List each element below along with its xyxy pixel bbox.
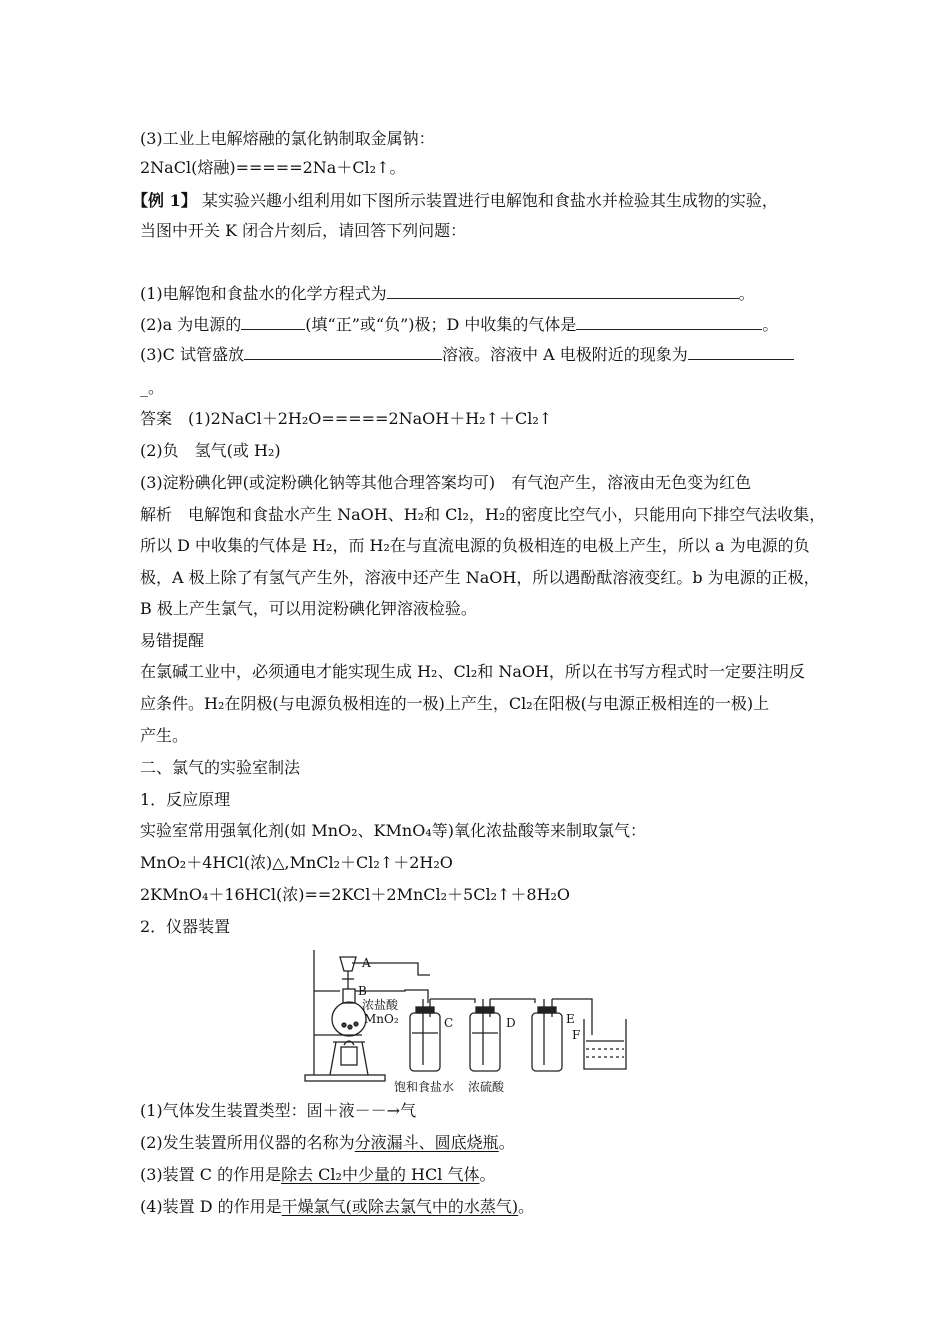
text-line [140,1132,515,1154]
gas-bottle-d [470,1013,500,1071]
question-text: (3)装置 C 的作用是 [140,1165,282,1184]
label-conc-hcl: 浓盐酸 [362,998,399,1012]
tripod-leg [362,1042,368,1075]
text-line: (1)气体发生装置类型：固＋液－－→气 [140,1101,417,1120]
label-mno2: MnO₂ [364,1012,399,1026]
question-text: 。 [518,1197,535,1216]
section-heading: 二、氯气的实验室制法 [140,758,301,777]
gas-bottle-c [410,1013,440,1071]
label-f: F [572,1028,581,1042]
question-text: 。 [498,1133,515,1152]
answer-blank[interactable] [241,315,305,330]
tip-line: 应条件。H₂在阴极(与电源负极相连的一极)上产生，Cl₂在阳极(与电源正极相连的一极)上 [140,694,770,713]
stand-base [305,1075,385,1081]
tip-line: 产生。 [140,726,189,745]
text-line [140,1196,534,1218]
label-conc-sulfuric-acid: 浓硫酸 [468,1080,505,1094]
question-text: 溶液。溶液中 A 电极附近的现象为 [442,345,688,364]
round-bottom-flask [332,1002,366,1036]
question-3 [140,344,794,366]
example-text: 某实验兴趣小组利用如下图所示装置进行电解饱和食盐水并检验其生成物的实验， [201,191,778,210]
underlined-answer: 干燥氯气(或除去氯气中的水蒸气) [281,1197,519,1216]
mno2-particle [342,1023,346,1027]
equation-line: MnO₂＋4HCl(浓)△,MnCl₂＋Cl₂↑＋2H₂O [140,853,453,872]
question-2 [140,314,778,336]
question-text: (2)发生装置所用仪器的名称为 [140,1133,355,1152]
label-saturated-brine: 饱和食盐水 [394,1080,455,1094]
label-c: C [444,1016,454,1030]
answer-line: 答案 (1)2NaCl＋2H₂O=====2NaOH＋H₂↑＋Cl₂↑ [140,409,553,428]
explanation-line: 极，A 极上除了有氢气产生外，溶液中还产生 NaOH，所以遇酚酞溶液变红。b 为电源的正极， [140,568,820,587]
question-text: (4)装置 D 的作用是 [140,1197,282,1216]
gas-bottle-e [532,1013,562,1071]
answer-blank[interactable] [576,315,762,330]
beaker-f [584,1019,626,1069]
label-e: E [566,1012,575,1026]
equation-line: 2NaCl(熔融)=====2Na＋Cl₂↑。 [140,158,406,177]
connecting-tube [430,999,475,1003]
question-text: 。 [479,1165,496,1184]
label-d: D [506,1016,516,1030]
text-line: 当图中开关 K 闭合片刻后，请回答下列问题： [140,221,467,240]
label-a: A [362,956,371,970]
text-line: _。 [140,378,165,397]
answer-line: (2)负 氢气(或 H₂) [140,441,281,460]
alcohol-lamp [341,1047,357,1065]
bottle-stopper [476,1007,494,1013]
bottle-stopper [416,1007,434,1013]
mno2-particle [354,1022,358,1026]
bottle-stopper [538,1007,556,1013]
question-text: (填“正”或“负”)极；D 中收集的气体是 [305,315,577,334]
separatory-funnel [340,957,356,971]
explanation-line: 解析 电解饱和食盐水产生 NaOH、H₂和 Cl₂，H₂的密度比空气小，只能用向下排空气法收集， [140,505,826,524]
flask-neck [343,989,355,1003]
question-text: 。 [738,284,755,303]
answer-blank[interactable] [387,284,739,299]
chlorine-apparatus-figure [300,945,640,1095]
text-line: 实验室常用强氧化剂(如 MnO₂、KMnO₄等)氧化浓盐酸等来制取氯气： [140,821,646,840]
subsection-heading: 1．反应原理 [140,790,231,809]
explanation-line: B 极上产生氯气，可以用淀粉碘化钾溶液检验。 [140,599,477,618]
example-tag: 【例 1】 [132,191,197,210]
answer-blank[interactable] [244,345,442,360]
underlined-answer: 除去 Cl₂中少量的 HCl 气体 [281,1165,480,1184]
question-text: 。 [762,315,779,334]
mno2-particle [348,1025,352,1029]
text-line [140,1164,495,1186]
delivery-tube [388,963,430,975]
explanation-line: 所以 D 中收集的气体是 H₂，而 H₂在与直流电源的负极相连的电极上产生，所以 a 为电源的负 [140,536,810,555]
equation-line: 2KMnO₄＋16HCl(浓)==2KCl＋2MnCl₂＋5Cl₂↑＋8H₂O [140,885,571,904]
connecting-tube [490,999,535,1003]
tripod-leg [330,1042,336,1075]
answer-line: (3)淀粉碘化钾(或淀粉碘化钠等其他合理答案均可) 有气泡产生，溶液由无色变为红色 [140,473,752,492]
question-1 [140,283,755,305]
subsection-heading: 2．仪器装置 [140,917,231,936]
question-text: (2)a 为电源的 [140,315,242,334]
answer-blank[interactable] [688,345,794,360]
underlined-answer: 分液漏斗、圆底烧瓶 [354,1133,499,1152]
question-text: (3)C 试管盛放 [140,345,244,364]
tip-title: 易错提醒 [140,631,205,650]
label-b: B [358,984,367,998]
question-text: (1)电解饱和食盐水的化学方程式为 [140,284,387,303]
text-line: (3)工业上电解熔融的氯化钠制取金属钠： [140,129,435,148]
tip-line: 在氯碱工业中，必须通电才能实现生成 H₂、Cl₂和 NaOH，所以在书写方程式时一定要注明反 [140,662,805,681]
example-line [132,190,778,212]
